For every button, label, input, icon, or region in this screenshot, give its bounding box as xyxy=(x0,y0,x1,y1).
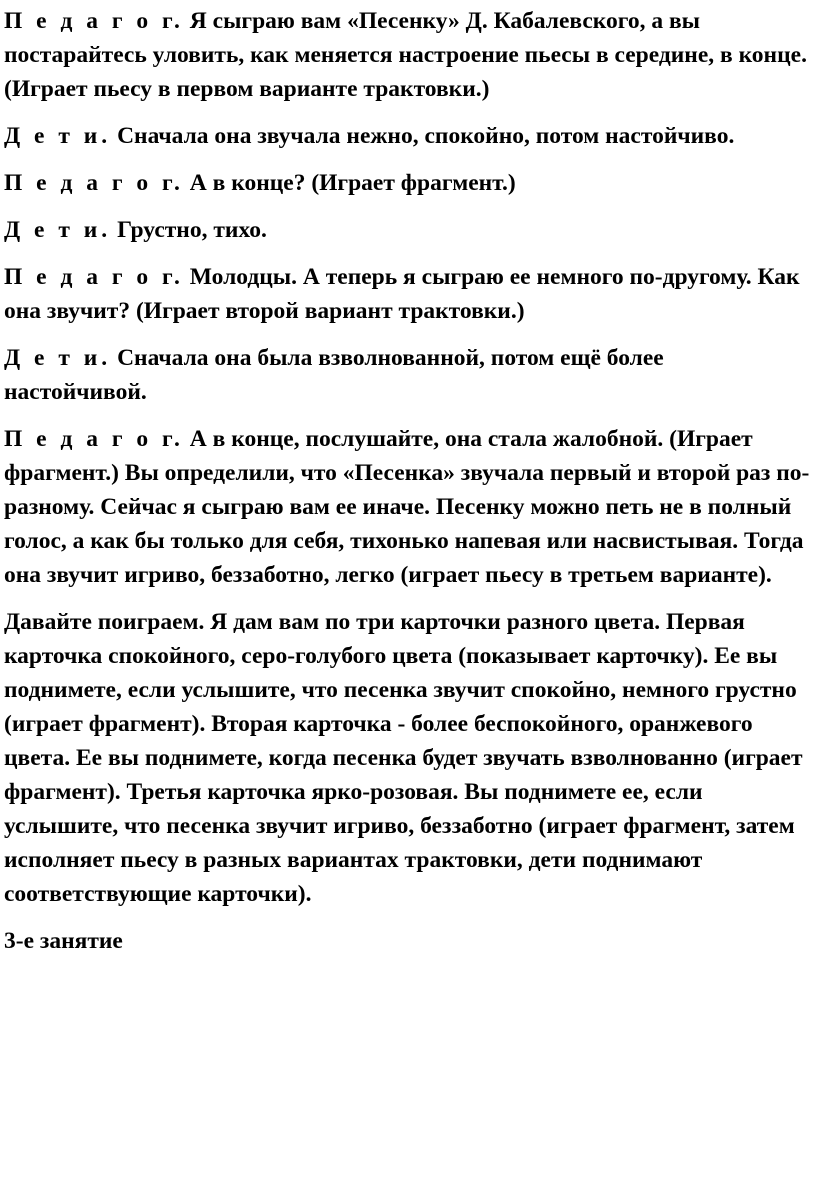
paragraph-text: А в конце, послушайте, она стала жалобной. (Играет фрагмент.) Вы определили, что «Песенка» звучала первый и второй раз по-разному. Сейчас я сыграю вам ее иначе. Песенку можно петь не в полный голос, а как бы только для себя, тихонько напевая или насвистывая. Тогда она звучит игриво, беззаботно, легко (играет пьесу в третьем варианте). xyxy=(4,426,810,588)
paragraph-text: Сначала она была взволнованной, потом ещё более настойчивой. xyxy=(4,345,664,405)
paragraph-text: Сначала она звучала нежно, спокойно, потом настойчиво. xyxy=(111,123,735,149)
heading-text: 3-е занятие xyxy=(4,928,123,954)
speaker-label: П е д а г о г. xyxy=(4,264,184,290)
speaker-label: П е д а г о г. xyxy=(4,426,184,452)
paragraph-teacher-4 xyxy=(4,422,812,592)
paragraph-teacher-2 xyxy=(4,166,812,200)
paragraph-children-1 xyxy=(4,119,812,153)
paragraph-teacher-3 xyxy=(4,260,812,328)
paragraph-children-2 xyxy=(4,213,812,247)
paragraph-text: А в конце? (Играет фрагмент.) xyxy=(183,170,516,196)
paragraph-text: Грустно, тихо. xyxy=(111,217,267,243)
speaker-label: Д е т и. xyxy=(4,123,112,149)
paragraph-text: Молодцы. А теперь я сыграю ее немного по-другому. Как она звучит? (Играет второй вариант трактовки.) xyxy=(4,264,800,324)
speaker-label: П е д а г о г. xyxy=(4,170,184,196)
paragraph-teacher-1 xyxy=(4,4,812,106)
paragraph-text: Я сыграю вам «Песенку» Д. Кабалевского, а вы постарайтесь уловить, как меняется настроение пьесы в середине, в конце. (Играет пьесу в первом варианте трактовки.) xyxy=(4,8,807,102)
speaker-label: Д е т и. xyxy=(4,345,112,371)
paragraph-children-3 xyxy=(4,341,812,409)
paragraph-text: Давайте поиграем. Я дам вам по три карточки разного цвета. Первая карточка спокойного, серо-голубого цвета (показывает карточку). Ее вы поднимете, если услышите, что песенка звучит спокойно, немного грустно (играет фрагмент). Вторая карточка - более беспокойного, оранжевого цвета. Ее вы поднимете, когда песенка будет звучать взволнованно (играет фрагмент). Третья карточка ярко-розовая. Вы поднимете ее, если услышите, что песенка звучит игриво, беззаботно (играет фрагмент, затем исполняет пьесу в разных вариантах трактовки, дети поднимают соответствующие карточки). xyxy=(4,609,803,907)
section-heading xyxy=(4,924,812,958)
paragraph-game-instructions xyxy=(4,605,812,911)
speaker-label: Д е т и. xyxy=(4,217,112,243)
speaker-label: П е д а г о г. xyxy=(4,8,184,34)
